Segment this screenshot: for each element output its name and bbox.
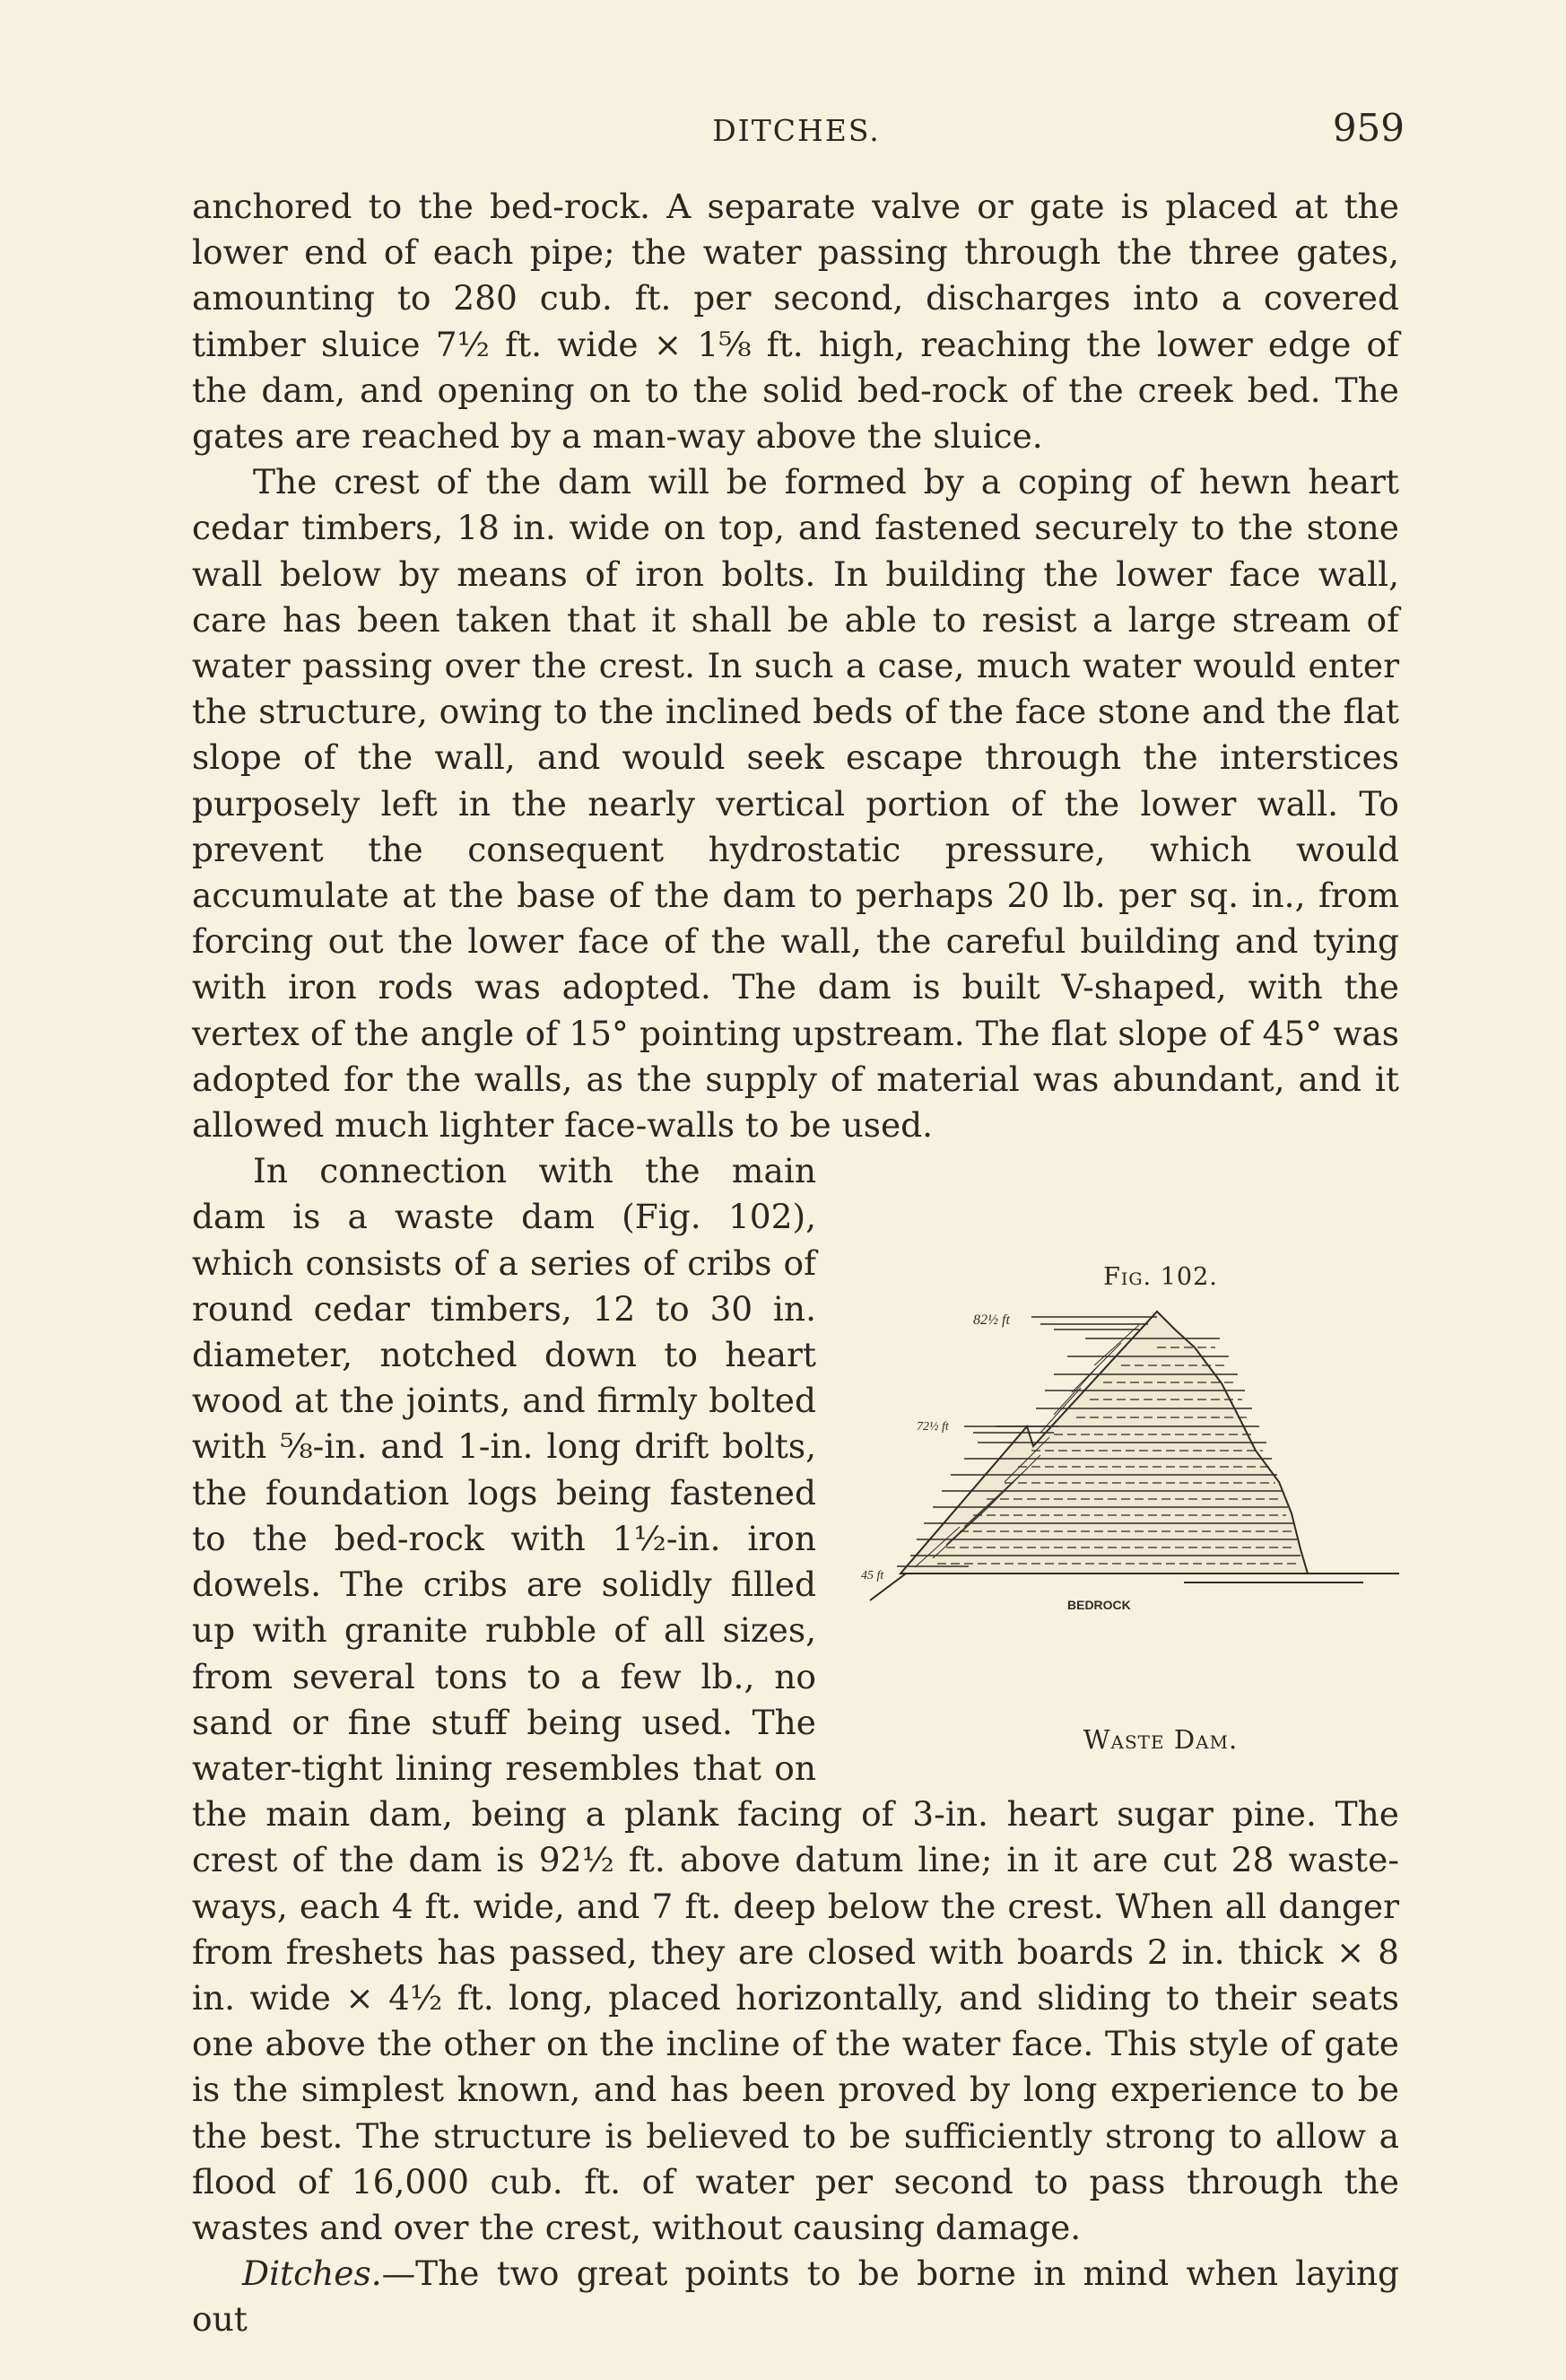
page-header [188, 106, 1405, 160]
figure-102 [861, 1240, 1399, 1756]
page-number: 959 [1332, 106, 1405, 150]
ditches-heading: Ditches. [242, 2254, 382, 2294]
paragraph-2: The crest of the dam will be formed by a coping of hewn heart cedar timbers, 18 in. wide on top, and fastened securely to the stone wall below by means of iron bolts. In building the lower face wall, care has been taken that it shall be able to resist a large stream of water passing over the crest. In such a case, much water would enter the structure, owing to the inclined beds of the face stone and the flat slope of the wall, and would seek escape through the interstices purposely left in the nearly vertical portion of the lower wall. To prevent the consequent hydrostatic pressure, which would accumulate at the base of the dam to perhaps 20 lb. per sq. in., from forcing out the lower face of the wall, the careful building and tying with iron rods was adopted. The dam is built V-shaped, with the vertex of the angle of 15° pointing upstream. The flat slope of 45° was adopted for the walls, as the supply of material was abundant, and it allowed much lighter face-walls to be used. [192, 462, 1399, 1146]
elevation-label-top: 82½ ft [973, 1312, 1010, 1329]
waste-dam-diagram [861, 1240, 1399, 1715]
running-head: DITCHES. [712, 113, 881, 148]
paragraph-1: anchored to the bed-rock. A separate valve or gate is placed at the lower end of each pipe; the water passing through the three gates, amounting to 280 cub. ft. per second, discharges into a covered timber sluice 7½ ft. wide × 1⅝ ft. high, reaching the lower edge of the dam, and opening on to the solid bed-rock of the creek bed. The gates are reached by a man-way above the sluice. [192, 187, 1399, 457]
paragraph-3 [192, 1148, 1399, 2251]
paragraph-4 [192, 2251, 1399, 2342]
elevation-label-mid: 72½ ft [917, 1420, 949, 1434]
elevation-label-low: 45 ft [861, 1569, 884, 1583]
bedrock-label: BEDROCK [1067, 1598, 1131, 1613]
paragraph-3-text: In connection with the main dam is a waste dam (Fig. 102), which consists of a series of cribs of round cedar timbers, 12 to 30 in. diameter, notched down to heart wood at the joints, and firmly bolted with ⅝-in. and 1-in. long drift bolts, the foundation logs being fastened to the bed-rock with 1½-in. iron dowels. The cribs are solidly filled up with granite rubble of all sizes, from several tons to a few lb., no sand or fine stuff being used. The water-tight lining resembles that on the main dam, being a plank facing of 3-in. heart sugar pine. The crest of the dam is 92½ ft. above datum line; in it are cut 28 waste-ways, each 4 ft. wide, and 7 ft. deep below the crest. When all danger from freshets has passed, they are closed with boards 2 in. thick × 8 in. wide × 4½ ft. long, placed horizontally, and sliding to their seats one above the other on the incline of the water face. This style of gate is the simplest known, and has been proved by long experience to be the best. The structure is believed to be sufficiently strong to allow a flood of 16,000 cub. ft. of water per second to pass through the wastes and over the crest, without causing damage. [192, 1151, 1399, 2247]
paragraph-4-text: —The two great points to be borne in mind when laying out [192, 2254, 1399, 2340]
figure-title: Fig. 102. [1103, 1263, 1218, 1292]
body-text [192, 184, 1399, 2343]
figure-caption: Waste Dam. [1083, 1724, 1239, 1756]
